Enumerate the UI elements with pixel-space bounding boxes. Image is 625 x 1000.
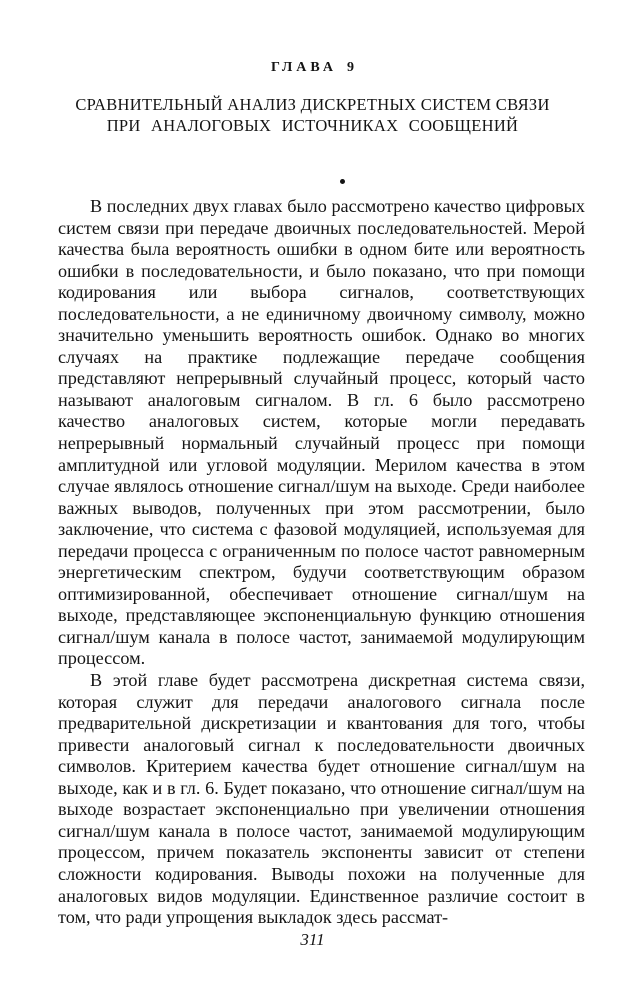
chapter-title-line-1: СРАВНИТЕЛЬНЫЙ АНАЛИЗ ДИСКРЕТНЫХ СИСТЕМ СВЯЗИ [75,95,550,114]
chapter-title [40,94,585,136]
chapter-title-line-2: ПРИ АНАЛОГОВЫХ ИСТОЧНИКАХ СООБЩЕНИЙ [106,116,519,135]
page-number: 311 [300,930,325,949]
body-text [58,196,585,929]
separator-dot [340,179,345,184]
paragraph-1: В последних двух главах было рассмотрено качество цифровых систем связи при передаче двоичных последовательностей. Мерой качества была вероятность ошибки в одном бите или вероятность ошибки в последовательности, и было показано, что при помощи кодирования или выбора сигналов, соответствующих последовательности, а не единичному двоичному символу, можно значительно уменьшить вероятность ошибок. Однако во многих случаях на практике подлежащие передаче сообщения представляют непрерывный случайный процесс, который часто называют аналоговым сигналом. В гл. 6 было рассмотрено качество аналоговых систем, которые могли передавать непрерывный нормальный случайный процесс при помощи амплитудной или угловой модуляции. Мерилом качества в этом случае являлось отношение сигнал/шум на выходе. Среди наиболее важных выводов, полученных при этом рассмотрении, было заключение, что система с фазовой модуляцией, используемая для передачи процесса с ограниченным по полосе частот равномерным энергетическим спектром, будучи соответствующим образом оптимизированной, обеспечивает отношение сигнал/шум на выходе, представляющее экспоненциальную функцию отношения сигнал/шум канала в полосе частот, занимаемой модулирующим процессом. [58,196,585,669]
chapter-word: ГЛАВА [271,60,337,75]
chapter-number: 9 [346,60,354,75]
paragraph-2: В этой главе будет рассмотрена дискретная система связи, которая служит для передачи аналогового сигнала после предварительной дискретизации и квантования для того, чтобы привести аналоговый сигнал к последовательности двоичных символов. Критерием качества будет отношение сигнал/шум на выходе, как и в гл. 6. Будет показано, что отношение сигнал/шум на выходе возрастает экспоненциально при увеличении отношения сигнал/шум канала в полосе частот, занимаемой модулирующим процессом, причем показатель экспоненты зависит от степени сложности кодирования. Выводы похожи на полученные для аналоговых видов модуляции. Единственное различие состоит в том, что ради упрощения выкладок здесь рассмат- [58,670,585,928]
chapter-label [0,60,625,76]
